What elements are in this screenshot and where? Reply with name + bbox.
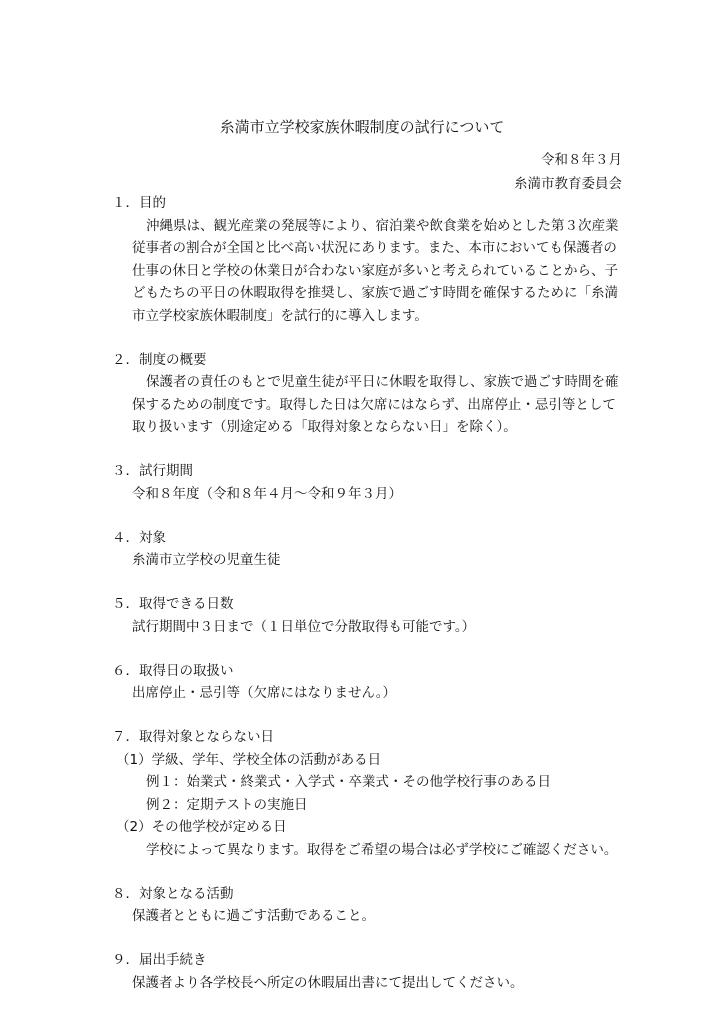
subsection-text: 学校によって異なります。取得をご希望の場合は必ず学校にご確認ください。 <box>146 841 618 858</box>
document-meta <box>514 148 622 196</box>
section-heading: ９．届出手続き <box>112 952 207 968</box>
section-text: 令和８年度（令和８年４月～令和９年３月） <box>132 485 402 502</box>
section-handling <box>112 660 624 705</box>
section-text: 保護者より各学校長へ所定の休暇届出書にて提出してください。 <box>132 974 524 991</box>
section-text: 試行期間中３日まで（１日単位で分散取得も可能です。） <box>132 618 476 635</box>
issuer: 糸満市教育委員会 <box>514 176 622 192</box>
section-text: 保護者とともに過ごす活動であること。 <box>132 908 375 924</box>
document-body <box>112 192 624 1016</box>
document-title: 糸満市立学校家族休暇制度の試行について <box>219 118 505 136</box>
section-purpose <box>112 192 624 327</box>
section-heading: ２．制度の概要 <box>112 351 207 368</box>
section-text: 出席停止・忌引等（欠席にはなりません。） <box>132 685 397 701</box>
section-heading: ８．対象となる活動 <box>112 885 234 902</box>
section-days <box>112 593 624 638</box>
section-text: 糸満市立学校の児童生徒 <box>132 552 281 568</box>
issue-date: 令和８年３月 <box>541 152 622 168</box>
subsection-heading: （2）その他学校が定める日 <box>116 819 287 835</box>
section-heading: ５．取得できる日数 <box>112 596 234 612</box>
section-heading: ６．取得日の取扱い <box>112 662 234 679</box>
section-overview <box>112 349 624 439</box>
section-heading: １．目的 <box>112 195 166 211</box>
section-excluded-days <box>112 726 624 861</box>
section-text: 保護者の責任のもとで児童生徒が平日に休暇を取得し、家族で過ごす時間を確保するための制度です。取得した日は欠席にはならず、出席停止・忌引等として取り扱います（別途定める「取得対象とならない日」を除く）。 <box>132 374 619 435</box>
section-text: 沖縄県は、観光産業の発展等により、宿泊業や飲食業を始めとした第３次産業従事者の割合が全国と比べ高い状況にあります。また、本市においても保護者の仕事の休日と学校の休業日が合わない家庭が多いと考えられていることから、子どもたちの平日の休暇取得を推奨し、家族で過ごす時間を確保するために「糸満市立学校家族休暇制度」を試行的に導入します。 <box>132 217 619 324</box>
section-activities <box>112 883 624 928</box>
section-heading: ４．対象 <box>112 529 166 546</box>
section-trial-period <box>112 460 624 505</box>
section-heading: ３．試行期間 <box>112 463 193 479</box>
section-heading: ７．取得対象とならない日 <box>112 729 274 745</box>
section-procedure <box>112 949 624 994</box>
subsection-heading: （1）学級、学年、学校全体の活動がある日 <box>116 751 382 768</box>
section-target <box>112 527 624 572</box>
example-item: 例１：始業式・終業式・入学式・卒業式・その他学校行事のある日 <box>146 774 551 790</box>
example-item: 例２：定期テストの実施日 <box>146 796 308 813</box>
